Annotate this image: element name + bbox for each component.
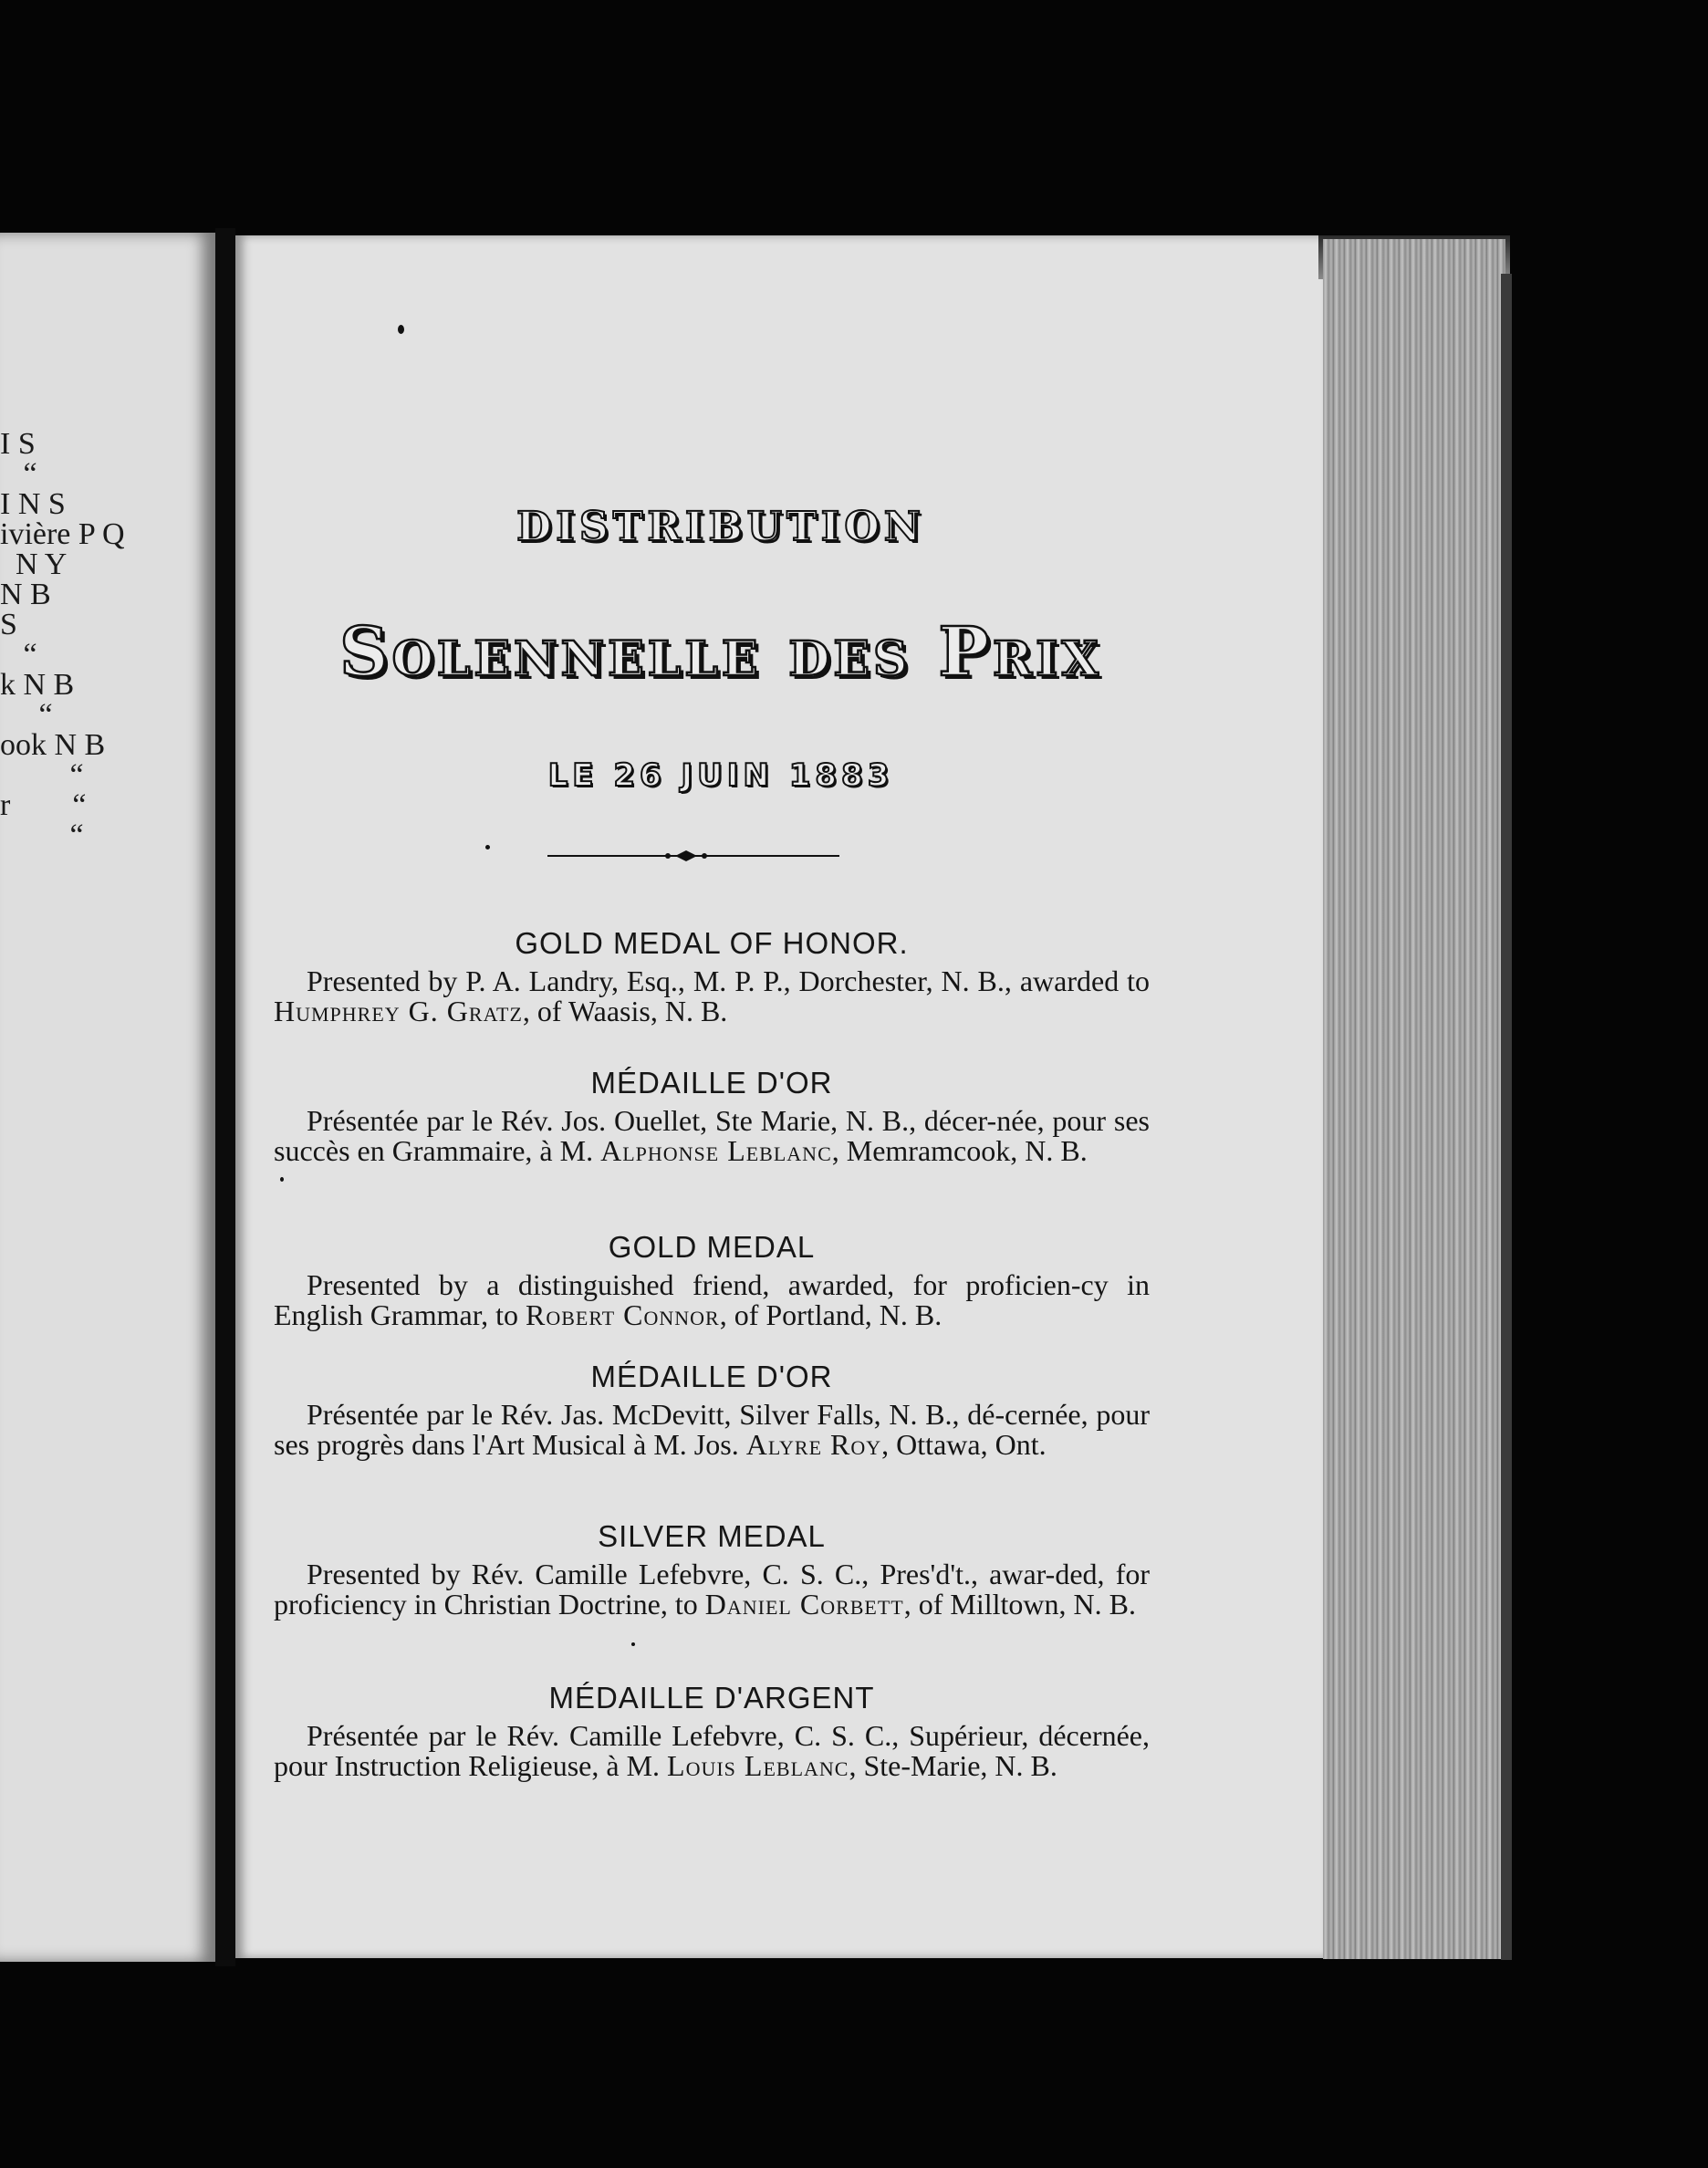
award-text: Présentée par le Rév. Jas. McDevitt, Silver Falls, N. B., dé-cernée, pour ses progrès dans l'Art Musical à M. Jos. Alyre Roy, Ottawa, Ont.	[274, 1398, 1150, 1461]
award-section	[274, 926, 1150, 1027]
left-page-text	[0, 429, 215, 850]
left-line: S	[0, 610, 17, 640]
left-line: “	[0, 640, 37, 670]
book-gutter	[215, 228, 235, 1966]
recipient-name: Louis Leblanc	[667, 1749, 849, 1782]
ornament-rule	[547, 849, 839, 863]
recipient-name: Daniel Corbett	[704, 1588, 904, 1621]
award-heading: GOLD MEDAL OF HONOR.	[515, 926, 909, 960]
award-heading: SILVER MEDAL	[598, 1519, 826, 1553]
title-distribution: DISTRIBUTION	[516, 504, 925, 550]
page-edges-block	[1323, 239, 1505, 1959]
left-line: “	[0, 820, 84, 850]
left-line: I S	[0, 429, 36, 459]
title-solennelle-des-prix: Solennelle des Prix	[339, 613, 1102, 692]
left-line: ivière P Q	[0, 519, 125, 549]
award-section	[274, 1681, 1150, 1781]
award-text: Présentée par le Rév. Jos. Ouellet, Ste Marie, N. B., décer-née, pour ses succès en Grammaire, à M. Alphonse Leblanc, Memramcook, N. B.	[274, 1104, 1150, 1167]
award-section	[274, 1519, 1150, 1620]
left-line: ook N B	[0, 730, 106, 760]
award-heading: MÉDAILLE D'ARGENT	[548, 1681, 875, 1715]
left-line: k N B	[0, 670, 75, 700]
recipient-name: Robert Connor	[526, 1298, 720, 1331]
award-heading: GOLD MEDAL	[608, 1230, 816, 1264]
left-line: “	[0, 700, 53, 730]
award-text: Presented by a distinguished friend, awarded, for proficien-cy in English Grammar, to Robert Connor, of Portland, N. B.	[274, 1268, 1150, 1331]
recipient-name: Humphrey G. Gratz	[274, 995, 523, 1027]
left-line: “	[0, 459, 37, 489]
left-line: r “	[0, 790, 87, 820]
award-heading: MÉDAILLE D'OR	[590, 1360, 833, 1393]
title-date: LE 26 JUIN 1883	[547, 757, 894, 794]
left-facing-page	[0, 233, 215, 1962]
left-line: “	[0, 760, 84, 790]
award-section	[274, 1230, 1150, 1330]
award-section	[274, 1360, 1150, 1460]
left-line: N B	[0, 579, 51, 610]
recipient-name: Alphonse Leblanc	[600, 1134, 832, 1167]
left-line: N Y	[0, 549, 68, 579]
award-text: Présentée par le Rév. Camille Lefebvre, C. S. C., Supérieur, décernée, pour Instruction Religieuse, à M. Louis Leblanc, Ste-Marie, N. B.	[274, 1719, 1150, 1782]
page-edges-shadow	[1501, 274, 1512, 1960]
award-section	[274, 1066, 1150, 1166]
award-text: Presented by Rév. Camille Lefebvre, C. S. C., Pres'd't., awar-ded, for proficiency in Christian Doctrine, to Daniel Corbett, of Milltown, N. B.	[274, 1558, 1150, 1621]
award-heading: MÉDAILLE D'OR	[590, 1066, 833, 1100]
recipient-name: Alyre Roy	[745, 1428, 882, 1461]
award-text: Presented by P. A. Landry, Esq., M. P. P., Dorchester, N. B., awarded to Humphrey G. Gratz, of Waasis, N. B.	[274, 964, 1150, 1027]
left-line: I N S	[0, 489, 66, 519]
